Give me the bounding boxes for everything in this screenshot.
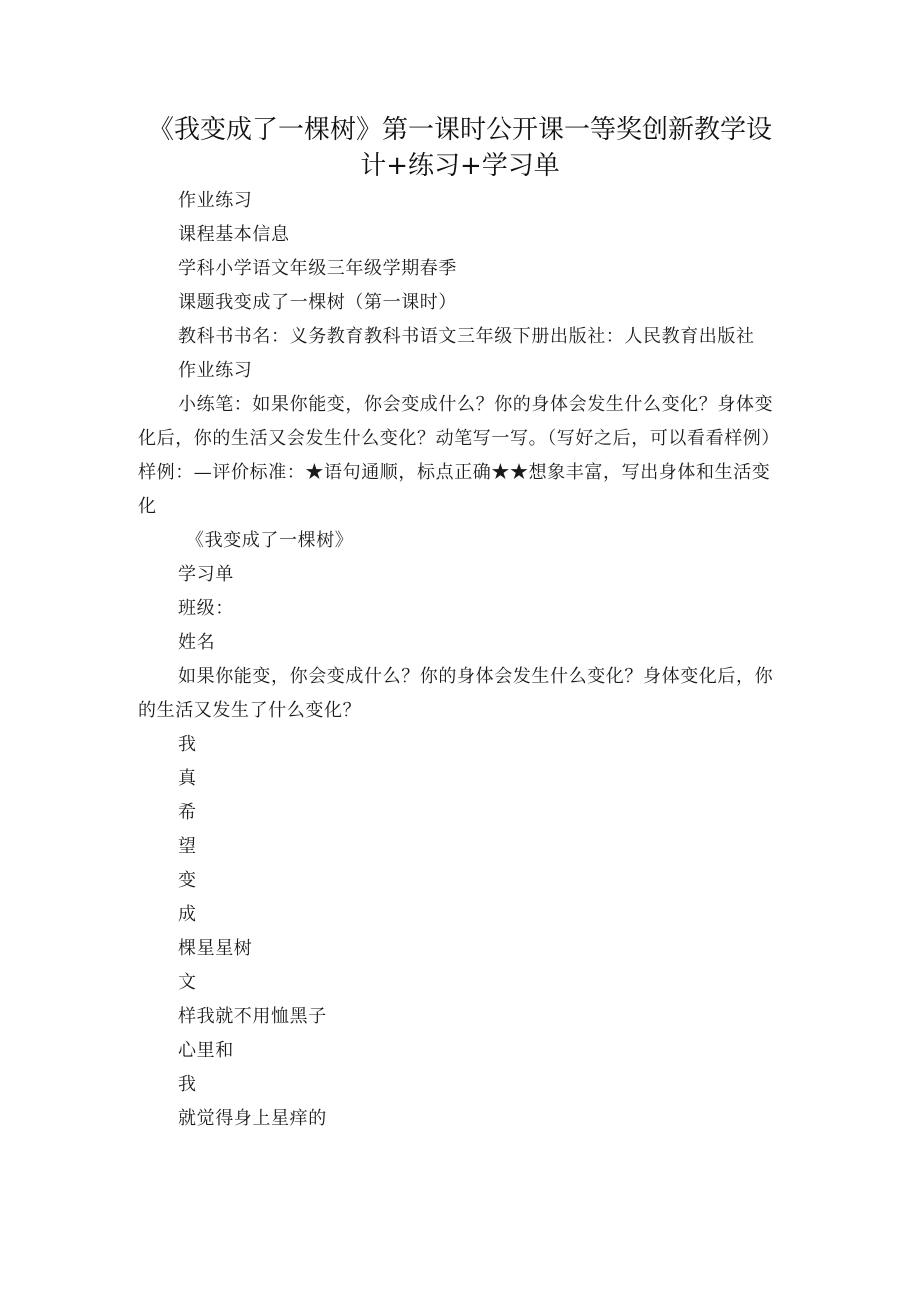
paragraph-line-10: 心里和 xyxy=(178,1040,234,1061)
title-line-1: 《我变成了一棵树》第一课时公开课一等奖创新教学设 xyxy=(147,115,772,145)
paragraph-line-5: 变 xyxy=(178,870,197,891)
paragraph-writing-exercise: 小练笔：如果你能变，你会变成什么？你的身体会发生什么变化？身体变化后，你的生活又会发生什么变化？动笔写一写。（写好之后，可以看看样例）样例：—评价标准：★语句通顺，标点正确★★想象丰富，写出身体和生活变化 xyxy=(138,394,780,517)
paragraph-line-12: 就觉得身上星痒的 xyxy=(178,1108,327,1129)
paragraph-line-7: 棵星星树 xyxy=(178,938,253,959)
paragraph-textbook-info: 教科书书名：义务教育教科书语文三年级下册出版社：人民教育出版社 xyxy=(178,326,755,347)
paragraph-lesson-topic: 课题我变成了一棵树（第一课时） xyxy=(178,292,457,313)
paragraph-question: 如果你能变，你会变成什么？你的身体会发生什么变化？身体变化后，你的生活又发生了什么变化？ xyxy=(138,666,774,721)
title-line-2: 计+练习+学习单 xyxy=(360,151,560,181)
paragraph-line-1: 我 xyxy=(178,734,197,755)
paragraph-homework-heading: 作业练习 xyxy=(178,190,253,211)
paragraph-line-4: 望 xyxy=(178,836,197,857)
paragraph-line-11: 我 xyxy=(178,1074,197,1095)
document-body xyxy=(138,184,784,1136)
paragraph-line-8: 文 xyxy=(178,972,197,993)
document-title xyxy=(138,112,782,184)
paragraph-worksheet: 学习单 xyxy=(178,564,234,585)
paragraph-subject-grade: 学科小学语文年级三年级学期春季 xyxy=(178,258,457,279)
paragraph-class-label: 班级： xyxy=(178,598,234,619)
paragraph-line-2: 真 xyxy=(178,768,197,789)
paragraph-name-label: 姓名 xyxy=(178,632,216,653)
paragraph-homework-heading-2: 作业练习 xyxy=(178,360,253,381)
paragraph-course-info: 课程基本信息 xyxy=(178,224,290,245)
paragraph-line-3: 希 xyxy=(178,802,197,823)
paragraph-line-9: 样我就不用恤黑子 xyxy=(178,1006,327,1027)
paragraph-text-title: 《我变成了一棵树》 xyxy=(186,530,354,551)
paragraph-line-6: 成 xyxy=(178,904,197,925)
